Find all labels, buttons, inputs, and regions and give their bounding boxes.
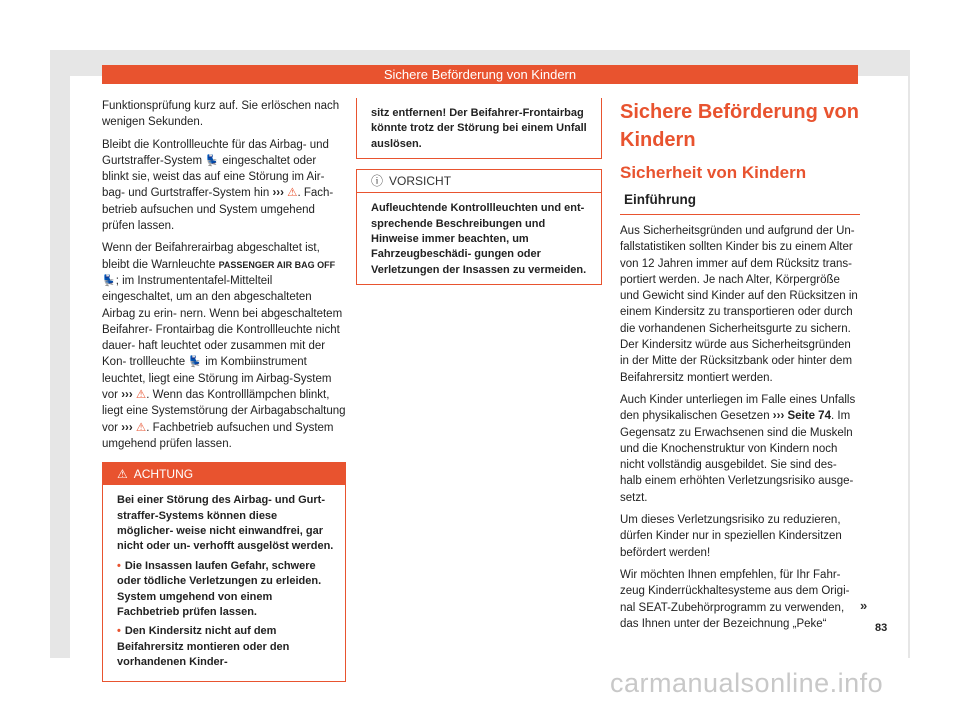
column-middle <box>356 98 602 285</box>
warning-box <box>102 462 346 681</box>
warning-triangle-icon: ⚠ <box>287 187 298 200</box>
column-right <box>620 98 860 638</box>
airbag-lamp-icon: 💺 <box>205 154 220 167</box>
ref-arrow-icon: ››› <box>121 421 133 434</box>
subsection-title: Einführung <box>620 190 860 215</box>
warning-box-body <box>103 485 345 680</box>
ref-arrow-icon: ››› <box>121 389 133 402</box>
text: im Kombiinstrument leuchtet, liegt eine Störung im Airbag-System vor <box>102 356 332 402</box>
text: Bleibt die Kontrollleuchte für das Airbag- und Gurtstraffer-System <box>102 138 329 167</box>
paragraph <box>620 392 860 506</box>
warning-paragraph: Bei einer Störung des Airbag- und Gurt- straffer-Systems können diese möglicher- weise nicht einwandfrei, gar nicht oder un- verhofft ausgelöst werden. <box>117 494 334 553</box>
paragraph-intro: Funktionsprüfung kurz auf. Sie erlöschen nach wenigen Sekunden. <box>102 100 340 129</box>
info-circle-icon: ⓘ <box>371 174 384 189</box>
warning-box-header <box>103 463 345 485</box>
airbag-lamp-icon: 💺 <box>102 274 116 287</box>
paragraph: Um dieses Verletzungsrisiko zu reduzieren, dürfen Kinder nur in speziellen Kindersitzen befördert werden! <box>620 514 842 559</box>
column-left <box>102 98 346 682</box>
warning-box-continued <box>356 98 602 159</box>
caution-box <box>356 169 602 285</box>
text: . Fachbetrieb aufsuchen und System umgehend prüfen lassen. <box>102 421 334 450</box>
paragraph-airbag-lamp <box>102 137 346 235</box>
passenger-airbag-off-label: PASSENGER AIR BAG OFF <box>218 259 336 270</box>
text: . Im Gegensatz zu Erwachsenen sind die Muskeln und die Knochenstruktur von Kindern noch nicht vollständig ausgebildet. Sie sind des- halb einem erhöhten Verletzungsrisiko ausge- setzt. <box>620 410 854 504</box>
warning-bullet <box>117 559 335 621</box>
warning-continued-body: sitz entfernen! Der Beifahrer-Frontairbag könnte trotz der Störung bei einem Unfall auslösen. <box>371 107 587 150</box>
section-header: Sichere Beförderung von Kindern <box>102 65 858 84</box>
caution-box-header <box>357 170 601 193</box>
bullet-text: Die Insassen laufen Gefahr, schwere oder tödliche Verletzungen zu erleiden. System umgehend von einem Fachbetrieb prüfen lassen. <box>117 559 322 619</box>
bullet-icon: • <box>117 625 121 638</box>
section-title: Sicherheit von Kindern <box>620 163 807 182</box>
paragraph: Aus Sicherheitsgründen und aufgrund der Un- fallstatistiken sollten Kinder bis zu einem Alter von 12 Jahren immer auf dem Rücksitz trans- portiert werden. Je nach Alter, Körpergröße und Gewicht sind Kinder auf den Rücksitzen in einem Kindersitz zu transportieren oder durch die vorhandenen Sicherheitsgurte zu sichern. Der Kindersitz würde aus Sicherheitsgründen in der Mitte der Rücksitzbank oder hinter dem Beifahrersitz montiert werden. <box>620 225 858 384</box>
paragraph-passenger-airbag: Wenn der Beifahrerairbag abgeschaltet ist, bleibt die Warnleuchte PASSENGER AIR BAG OFF 💺; im Instrumententafel-Mittelteil eingeschaltet, um an den abgeschalteten Airbag zu erin- nern. Wenn bei abgeschaltetem Beifahrer- Frontairbag die Kontrollleuchte nicht dauer- haft leuchtet oder zusammen mit der Kon- trollleuchte 💺 im Kombiinstrument leuchtet, liegt eine Störung im Airbag-System vor ››› ⚠. Wenn das Kontrolllämpchen blinkt, liegt eine Systemstörung der Airbagabschaltung vor ››› ⚠. Fachbetrieb aufsuchen und System umgehend prüfen lassen. <box>102 242 346 450</box>
text: Wenn der Beifahrerairbag abgeschaltet ist, bleibt die Warnleuchte <box>102 242 320 271</box>
warning-triangle-icon: ⚠ <box>135 389 147 402</box>
watermark: carmanualsonline.info <box>610 668 884 698</box>
warning-bullet <box>117 624 335 670</box>
page-number: 83 <box>875 622 888 634</box>
caution-box-body: Aufleuchtende Kontrollleuchten und ent- sprechende Beschreibungen und Hinweise immer beachten, um Fahrzeugbeschädi- gungen oder Verletzungen der Insassen zu vermeiden. <box>371 202 587 276</box>
warning-triangle-icon: ⚠ <box>135 421 147 434</box>
paragraph: Wir möchten Ihnen empfehlen, für Ihr Fahr- zeug Kinderrückhaltesysteme aus dem Origi- nal SEAT-Zubehörprogramm zu verwenden, das Ihnen unter der Bezeichnung „Peke“ <box>620 568 850 630</box>
text: Auch Kinder unterliegen im Falle eines Unfalls den physikalischen Gesetzen <box>620 393 856 423</box>
warning-triangle-icon: ⚠ <box>117 467 128 482</box>
ref-arrow-icon: ››› <box>272 187 284 200</box>
text: eingeschaltet oder blinkt sie, weist das auf eine Störung im Air- bag- und Gurtstraffer-System hin <box>102 154 325 200</box>
caution-title: VORSICHT <box>389 174 452 189</box>
ref-arrow-icon: ››› <box>772 410 785 423</box>
text: im Instrumententafel-Mittelteil eingeschaltet, um an den abgeschalteten Airbag zu erin- nern. Wenn bei abgeschaltetem Beifahrer- Frontairbag die Kontrollleuchte nicht dauer- haft leuchtet oder zusammen mit der Kon- trollleuchte <box>102 274 343 369</box>
warning-title: ACHTUNG <box>133 467 194 482</box>
text: . Fach- betrieb aufsuchen und System umgehend prüfen lassen. <box>102 187 334 233</box>
bullet-text: Den Kindersitz nicht auf dem Beifahrersitz montieren oder den vorhandenen Kinder- <box>117 625 290 669</box>
page-reference-link[interactable]: Seite 74 <box>787 410 831 423</box>
continue-arrow-icon: » <box>860 598 868 613</box>
text: Wenn das Kontrolllämpchen blinkt, liegt eine Systemstörung der Airbagabschaltung vor <box>102 389 346 434</box>
bullet-icon: • <box>117 559 121 572</box>
airbag-lamp-icon: 💺 <box>188 356 203 369</box>
chapter-title: Sichere Beförderung von Kindern <box>620 101 859 151</box>
